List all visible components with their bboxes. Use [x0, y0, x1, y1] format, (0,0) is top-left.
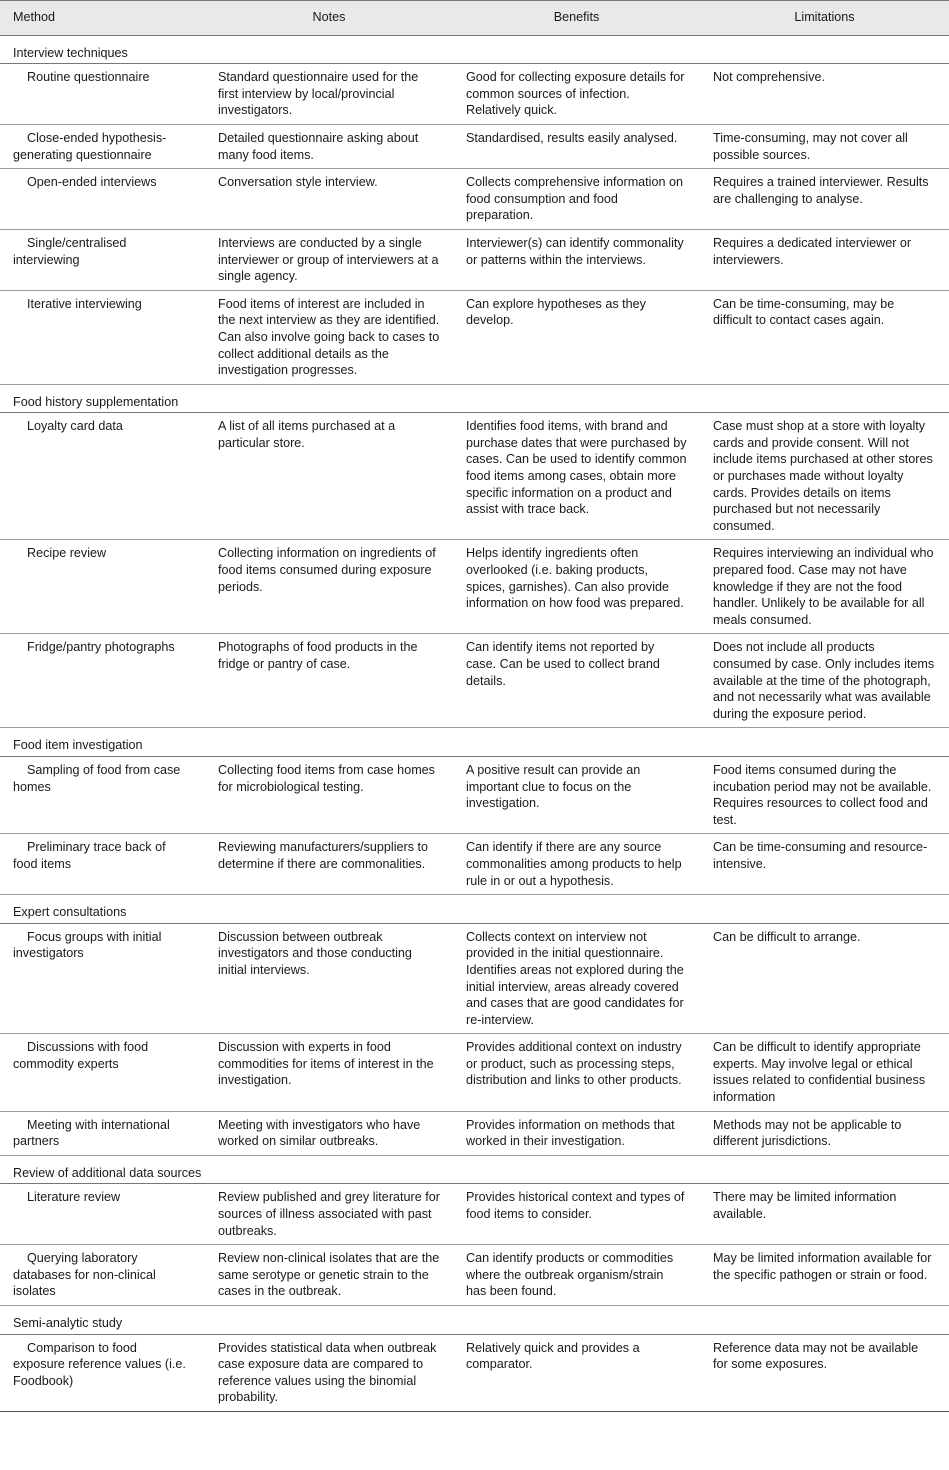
group-title: Food history supplementation [0, 384, 949, 413]
table-row [0, 64, 949, 125]
method-label: Routine questionnaire [27, 70, 150, 85]
group-row [0, 728, 949, 757]
table-row [0, 1111, 949, 1155]
header-notes: Notes [205, 1, 453, 36]
table-header [0, 1, 949, 36]
benefits-cell: Collects comprehensive information on food consumption and food preparation. [453, 169, 700, 230]
method-cell [0, 834, 205, 895]
method-cell [0, 124, 205, 168]
method-label: Close-ended hypothesis-generating questionnaire [13, 130, 167, 162]
method-cell [0, 1034, 205, 1111]
benefits-cell: Interviewer(s) can identify commonality or patterns within the interviews. [453, 229, 700, 290]
notes-cell: Detailed questionnaire asking about many food items. [205, 124, 453, 168]
method-cell [0, 1245, 205, 1306]
group-row [0, 1306, 949, 1335]
benefits-cell: Relatively quick and provides a comparator. [453, 1334, 700, 1411]
notes-cell: Collecting information on ingredients of food items consumed during exposure periods. [205, 540, 453, 634]
method-label: Literature review [27, 1190, 121, 1205]
limitations-cell: Requires a trained interviewer. Results are challenging to analyse. [700, 169, 949, 230]
limitations-cell: There may be limited information available. [700, 1184, 949, 1245]
limitations-cell: May be limited information available for the specific pathogen or strain or food. [700, 1245, 949, 1306]
benefits-cell: Can identify products or commodities where the outbreak organism/strain has been found. [453, 1245, 700, 1306]
benefits-cell: Collects context on interview not provided in the initial questionnaire. Identifies areas not explored during the initial interview, areas already covered and cases that are good candidates for re-interview. [453, 923, 700, 1034]
notes-cell: Meeting with investigators who have worked on similar outbreaks. [205, 1111, 453, 1155]
method-cell [0, 540, 205, 634]
table-row [0, 1184, 949, 1245]
table-row [0, 756, 949, 833]
limitations-cell: Not comprehensive. [700, 64, 949, 125]
method-label: Meeting with international partners [13, 1117, 170, 1149]
method-label: Loyalty card data [27, 419, 123, 434]
method-cell [0, 1334, 205, 1411]
limitations-cell: Food items consumed during the incubation period may not be available. Requires resources to collect food and test. [700, 756, 949, 833]
method-label: Recipe review [27, 546, 107, 561]
group-title: Review of additional data sources [0, 1155, 949, 1184]
table-row [0, 1334, 949, 1411]
method-cell [0, 290, 205, 384]
header-limitations: Limitations [700, 1, 949, 36]
limitations-cell: Can be difficult to arrange. [700, 923, 949, 1034]
notes-cell: Discussion between outbreak investigators and those conducting initial interviews. [205, 923, 453, 1034]
table-row [0, 1245, 949, 1306]
benefits-cell: Good for collecting exposure details for common sources of infection. Relatively quick. [453, 64, 700, 125]
method-label: Fridge/pantry photographs [27, 640, 175, 655]
method-label: Single/centralised interviewing [13, 235, 127, 267]
benefits-cell: Can identify items not reported by case. Can be used to collect brand details. [453, 634, 700, 728]
notes-cell: Photographs of food products in the fridge or pantry of case. [205, 634, 453, 728]
limitations-cell: Requires interviewing an individual who prepared food. Case may not have knowledge if they are not the food handler. Unlikely to be available for all meals consumed. [700, 540, 949, 634]
notes-cell: Review published and grey literature for sources of illness associated with past outbreaks. [205, 1184, 453, 1245]
table-row [0, 540, 949, 634]
benefits-cell: A positive result can provide an important clue to focus on the investigation. [453, 756, 700, 833]
limitations-cell: Can be time-consuming and resource-intensive. [700, 834, 949, 895]
limitations-cell: Reference data may not be available for some exposures. [700, 1334, 949, 1411]
notes-cell: Review non-clinical isolates that are the same serotype or genetic strain to the cases in the outbreak. [205, 1245, 453, 1306]
method-label: Iterative interviewing [27, 296, 142, 311]
header-benefits: Benefits [453, 1, 700, 36]
limitations-cell: Can be time-consuming, may be difficult to contact cases again. [700, 290, 949, 384]
table-row [0, 229, 949, 290]
method-cell [0, 923, 205, 1034]
notes-cell: Reviewing manufacturers/suppliers to determine if there are commonalities. [205, 834, 453, 895]
table-row [0, 169, 949, 230]
benefits-cell: Provides additional context on industry or product, such as processing steps, distribution and links to other products. [453, 1034, 700, 1111]
table-row [0, 923, 949, 1034]
group-title: Food item investigation [0, 728, 949, 757]
table-row [0, 634, 949, 728]
group-title: Expert consultations [0, 895, 949, 924]
benefits-cell: Provides historical context and types of food items to consider. [453, 1184, 700, 1245]
notes-cell: Standard questionnaire used for the first interview by local/provincial investigators. [205, 64, 453, 125]
group-row [0, 35, 949, 64]
limitations-cell: Time-consuming, may not cover all possible sources. [700, 124, 949, 168]
method-label: Querying laboratory databases for non-clinical isolates [13, 1251, 156, 1299]
limitations-cell: Does not include all products consumed by case. Only includes items available at the time of the photograph, and not necessarily what was available during the exposure period. [700, 634, 949, 728]
table-row [0, 1034, 949, 1111]
limitations-cell: Case must shop at a store with loyalty cards and provide consent. Will not include items purchased at other stores or purchases made without loyalty cards. Provides details on items purchased but not necessarily consumed. [700, 413, 949, 540]
notes-cell: A list of all items purchased at a particular store. [205, 413, 453, 540]
benefits-cell: Standardised, results easily analysed. [453, 124, 700, 168]
limitations-cell: Methods may not be applicable to different jurisdictions. [700, 1111, 949, 1155]
benefits-cell: Helps identify ingredients often overlooked (i.e. baking products, spices, garnishes). Can also provide information on how food was prepared. [453, 540, 700, 634]
method-label: Discussions with food commodity experts [13, 1040, 149, 1071]
group-title: Interview techniques [0, 35, 949, 64]
limitations-cell: Requires a dedicated interviewer or interviewers. [700, 229, 949, 290]
method-cell [0, 169, 205, 230]
method-label: Open-ended interviews [27, 175, 157, 190]
notes-cell: Discussion with experts in food commodities for items of interest in the investigation. [205, 1034, 453, 1111]
benefits-cell: Provides information on methods that worked in their investigation. [453, 1111, 700, 1155]
method-cell [0, 634, 205, 728]
group-row [0, 384, 949, 413]
method-cell [0, 413, 205, 540]
method-label: Preliminary trace back of food items [13, 840, 166, 871]
method-cell [0, 756, 205, 833]
table-row [0, 413, 949, 540]
table-body [0, 35, 949, 1411]
group-row [0, 1155, 949, 1184]
notes-cell: Provides statistical data when outbreak case exposure data are compared to reference values using the binomial probability. [205, 1334, 453, 1411]
benefits-cell: Identifies food items, with brand and purchase dates that were purchased by cases. Can be used to identify common food items among cases, obtain more specific information on a product and assist with trace back. [453, 413, 700, 540]
table-row [0, 834, 949, 895]
limitations-cell: Can be difficult to identify appropriate experts. May involve legal or ethical issues related to confidential business information [700, 1034, 949, 1111]
method-cell [0, 229, 205, 290]
method-label: Focus groups with initial investigators [13, 929, 162, 961]
table-row [0, 290, 949, 384]
group-title: Semi-analytic study [0, 1306, 949, 1335]
header-method: Method [0, 1, 205, 36]
notes-cell: Collecting food items from case homes for microbiological testing. [205, 756, 453, 833]
notes-cell: Conversation style interview. [205, 169, 453, 230]
benefits-cell: Can identify if there are any source commonalities among products to help rule in or out a hypothesis. [453, 834, 700, 895]
table-row [0, 124, 949, 168]
method-cell [0, 1111, 205, 1155]
method-label: Comparison to food exposure reference values (i.e. Foodbook) [13, 1340, 186, 1388]
method-label: Sampling of food from case homes [13, 762, 181, 794]
group-row [0, 895, 949, 924]
method-cell [0, 64, 205, 125]
notes-cell: Interviews are conducted by a single interviewer or group of interviewers at a single agency. [205, 229, 453, 290]
method-cell [0, 1184, 205, 1245]
notes-cell: Food items of interest are included in the next interview as they are identified. Can also involve going back to cases to collect additional details as the investigation progresses. [205, 290, 453, 384]
benefits-cell: Can explore hypotheses as they develop. [453, 290, 700, 384]
